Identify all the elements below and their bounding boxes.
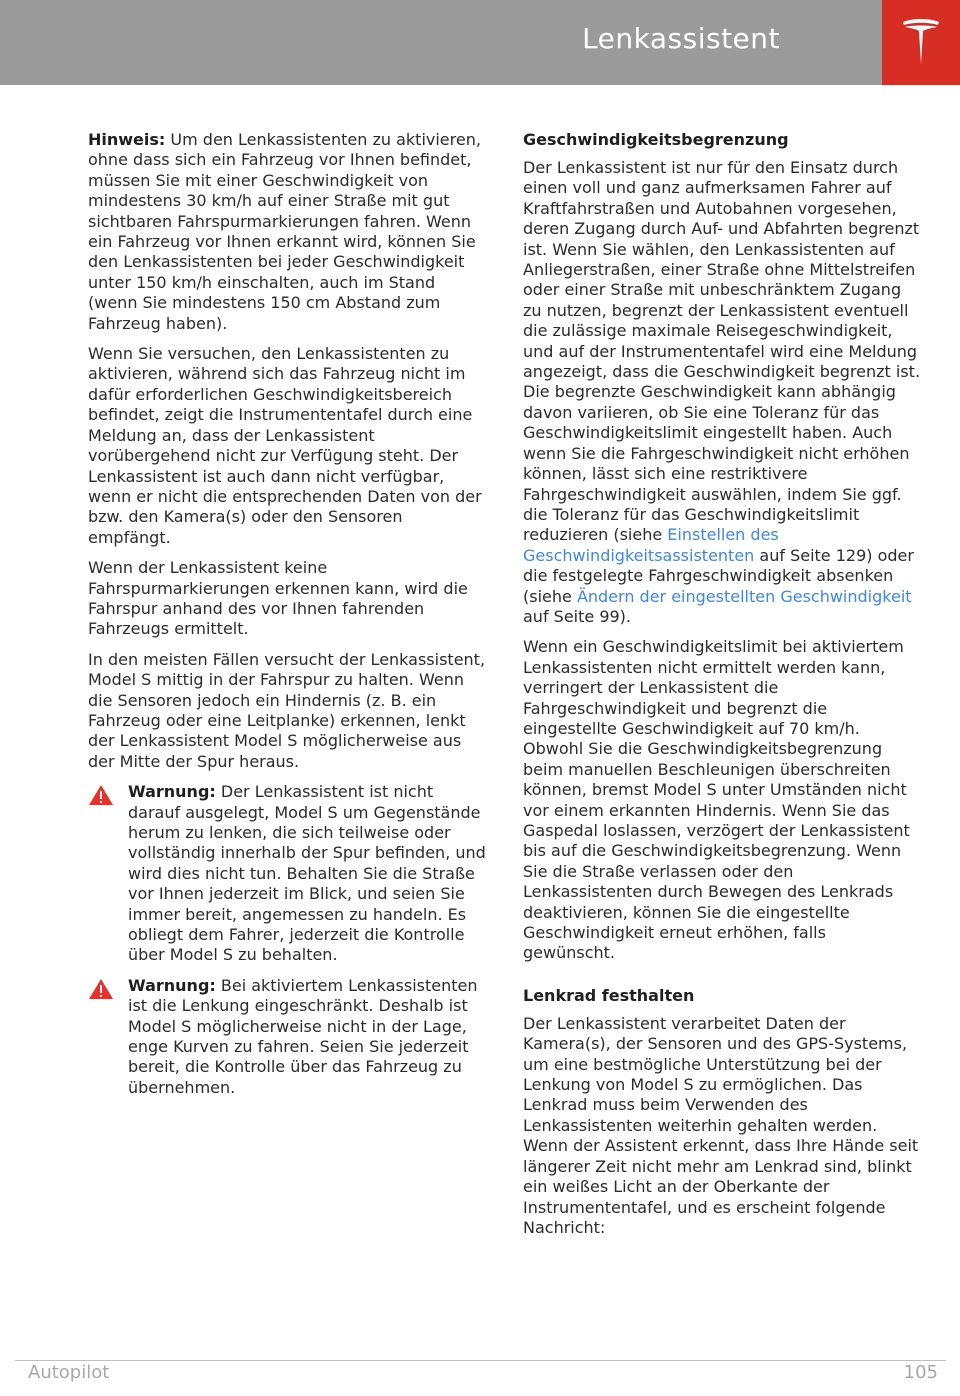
paragraph-1: Wenn Sie versuchen, den Lenkassistenten zu aktivieren, während sich das Fahrzeug nicht im dafür erforderlichen Geschwindigkeitsbereich befindet, zeigt die Instrumententafel durch eine Meldung an, dass der Lenkassistent vorübergehend nicht zur Verfügung steht. Der Lenkassistent ist auch dann nicht verfügbar, wenn er nicht die entsprechenden Daten von der bzw. den Kamera(s) oder den Sensoren empfängt. — [88, 344, 482, 547]
speed-text-b: auf Seite 129) oder die festgelegte Fahrgeschwindigkeit absenken (siehe — [523, 545, 914, 606]
warning-label: Warnung: — [128, 782, 216, 802]
footer-divider — [15, 1360, 946, 1361]
warning-triangle-icon — [88, 784, 114, 806]
warning-label: Warnung: — [128, 975, 216, 995]
footer-section: Autopilot — [28, 1362, 110, 1383]
wheel-paragraph-1: Der Lenkassistent verarbeitet Daten der Kamera(s), der Sensoren und des GPS-Systems, um eine bestmögliche Unterstützung bei der Lenkung von Model S zu ermöglichen. Das Lenkrad muss beim Verwenden des Lenkassistenten weiterhin gehalten werden. Wenn der Assistent erkennt, dass Ihre Hände seit längerer Zeit nicht mehr am Lenkrad sind, blinkt ein weißes Licht an der Oberkante der Instrumententafel, und es erscheint folgende Nachricht: — [523, 1013, 919, 1237]
page-title: Lenkassistent — [582, 22, 780, 55]
right-column — [523, 130, 923, 1248]
warning-block — [88, 976, 488, 1098]
link-speed-assist-settings[interactable]: Einstellen des Geschwindigkeitsassistenten — [523, 525, 779, 565]
hold-wheel-heading: Lenkrad festhalten — [523, 985, 695, 1005]
note-text: Um den Lenkassistenten zu aktivieren, ohne dass sich ein Fahrzeug vor Ihnen befindet, müssen Sie mit einer Geschwindigkeit von mindestens 30 km/h auf einer Straße mit gut sichtbaren Fahrspurmarkierungen fahren. Wenn ein Fahrzeug vor Ihnen erkannt wird, können Sie den Lenkassistenten bei jeder Geschwindigkeit unter 150 km/h einschalten, auch im Stand (wenn Sie mindestens 150 cm Abstand zum Fahrzeug haben). — [88, 130, 481, 333]
speed-text-c: auf Seite 99). — [523, 606, 631, 626]
speed-text-a: Der Lenkassistent ist nur für den Einsatz durch einen voll und ganz aufmerksamen Fahrer auf Kraftfahrstraßen und Autobahnen vorgesehen, deren Zugang durch Auf- und Abfahrten begrenzt ist. Wenn Sie wählen, den Lenkassistenten auf Anliegerstraßen, einer Straße ohne Mittelstreifen oder einer Straße mit unbeschränktem Zugang zu nutzen, begrenzt der Lenkassistent eventuell die zulässige maximale Reisegeschwindigkeit, und auf der Instrumententafel wird eine Meldung angezeigt, dass die Geschwindigkeit begrenzt ist. Die begrenzte Geschwindigkeit kann abhängig davon variieren, ob Sie eine Toleranz für das Geschwindigkeitslimit eingestellt haben. Auch wenn Sie die Fahrgeschwindigkeit nicht erhöhen können, lässt sich eine restriktivere Fahrgeschwindigkeit auswählen, indem Sie ggf. die Toleranz für das Geschwindigkeitslimit reduzieren (siehe — [523, 158, 921, 545]
speed-paragraph-1 — [523, 158, 923, 627]
link-change-set-speed[interactable]: Ändern der eingestellten Geschwindigkeit — [576, 586, 912, 606]
page-number: 105 — [903, 1362, 938, 1383]
warning-text: Der Lenkassistent ist nicht darauf ausgelegt, Model S um Gegenstände herum zu lenken, die sich teilweise oder vollständig innerhalb der Spur befinden, und wird dies nicht tun. Behalten Sie die Straße vor Ihnen jederzeit im Blick, und seien Sie immer bereit, angemessen zu handeln. Es obliegt dem Fahrer, jederzeit die Kontrolle über Model S zu behalten. — [128, 782, 486, 965]
warning-block — [88, 782, 488, 966]
note-label: Hinweis: — [88, 130, 166, 149]
left-column — [88, 130, 488, 1108]
paragraph-3: In den meisten Fällen versucht der Lenkassistent, Model S mittig in der Fahrspur zu halten. Wenn die Sensoren jedoch ein Hindernis (z. B. ein Fahrzeug oder eine Leitplanke) erkennen, lenkt der Lenkassistent Model S möglicherweise aus der Mitte der Spur heraus. — [88, 649, 486, 771]
speed-limit-heading: Geschwindigkeitsbegrenzung — [523, 130, 789, 149]
tesla-logo-icon — [901, 18, 941, 66]
note-paragraph — [88, 130, 488, 334]
warning-triangle-icon — [88, 978, 114, 1000]
page-header — [0, 0, 882, 85]
paragraph-2: Wenn der Lenkassistent keine Fahrspurmarkierungen erkennen kann, wird die Fahrspur anhand des vor Ihnen fahrenden Fahrzeugs ermittelt. — [88, 558, 468, 639]
speed-paragraph-2: Wenn ein Geschwindigkeitslimit bei aktiviertem Lenkassistenten nicht ermittelt werden kann, verringert der Lenkassistent die Fahrgeschwindigkeit und begrenzt die eingestellte Geschwindigkeit auf 70 km/h. Obwohl Sie die Geschwindigkeitsbegrenzung beim manuellen Beschleunigen überschreiten können, bremst Model S unter Umständen nicht vor einem erkannten Hindernis. Wenn Sie das Gaspedal loslassen, verzögert der Lenkassistent bis auf die Geschwindigkeitsbegrenzung. Wenn Sie die Straße verlassen oder den Lenkassistenten durch Bewegen des Lenkrads deaktivieren, können Sie die eingestellte Geschwindigkeit erneut erhöhen, falls gewünscht. — [523, 637, 910, 963]
brand-logo-box — [882, 0, 960, 85]
warning-text: Bei aktiviertem Lenkassistenten ist die Lenkung eingeschränkt. Deshalb ist Model S möglicherweise nicht in der Lage, enge Kurven zu fahren. Seien Sie jederzeit bereit, die Kontrolle über das Fahrzeug zu übernehmen. — [128, 975, 478, 1097]
